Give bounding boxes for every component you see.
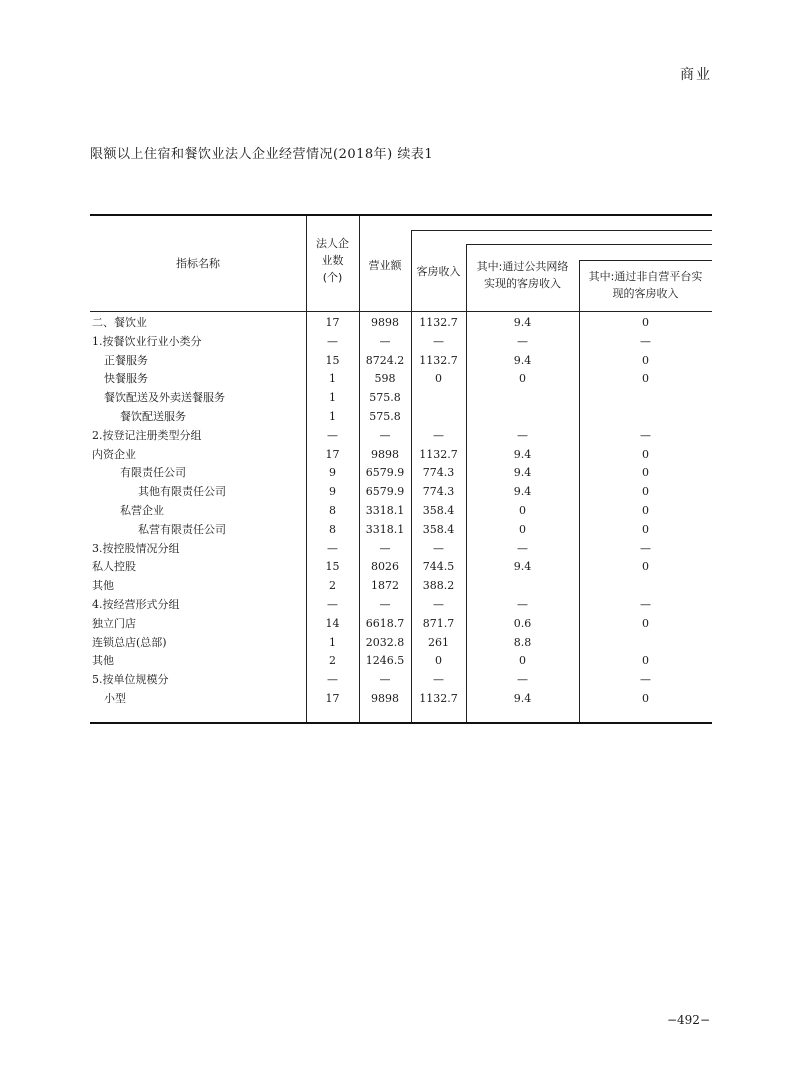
row-label: 有限责任公司 [120, 466, 186, 480]
cell-nonself: 0 [642, 522, 649, 536]
row-label: 4.按经营形式分组 [92, 598, 180, 611]
row-label: 独立门店 [92, 616, 136, 630]
row-label: 5.按单位规模分 [92, 673, 169, 687]
table-row [90, 352, 712, 371]
cell-revenue: 8724.2 [365, 353, 405, 367]
header-non-self-platform [579, 268, 712, 302]
cell-legal: 8 [329, 522, 336, 536]
table-row [90, 615, 712, 634]
cell-revenue: 6618.7 [365, 616, 405, 630]
table-row [90, 408, 712, 427]
table-row [90, 314, 712, 333]
cell-revenue: — [379, 428, 391, 442]
cell-room: 774.3 [422, 485, 455, 499]
row-label: 连锁总店(总部) [92, 635, 167, 649]
cell-nonself: 0 [642, 560, 649, 574]
header-revenue: 营业额 [368, 259, 402, 272]
cell-legal: 1 [329, 372, 336, 386]
cell-revenue: 3318.1 [365, 504, 405, 517]
table-row [90, 333, 712, 352]
header-legal-line1: 法人企 [316, 237, 349, 250]
section-header: 商业 [680, 67, 712, 83]
cell-revenue: 8026 [371, 560, 399, 574]
table-row [90, 483, 712, 502]
cell-public: — [517, 598, 528, 611]
cell-legal: — [327, 673, 338, 687]
cell-nonself: 0 [642, 485, 649, 499]
header-name: 指标名称 [176, 257, 220, 270]
header-nonself-line2: 现的客房收入 [612, 287, 679, 300]
header-rule [411, 230, 712, 231]
cell-legal: 14 [325, 616, 340, 630]
cell-public: 8.8 [513, 635, 532, 649]
cell-legal: 1 [329, 391, 336, 405]
cell-revenue: 9898 [371, 692, 399, 705]
cell-revenue: — [379, 541, 391, 555]
cell-public: 9.4 [513, 316, 532, 329]
cell-room: 261 [428, 635, 449, 649]
header-public-line2: 实现的客房收入 [484, 277, 561, 290]
table-row [90, 502, 712, 521]
cell-room: 0 [435, 654, 442, 668]
cell-revenue: 6579.9 [365, 466, 405, 480]
cell-room: — [433, 673, 444, 687]
row-label: 餐饮配送及外卖送餐服务 [104, 391, 225, 405]
cell-public: 0 [519, 372, 526, 386]
cell-revenue: 9898 [371, 447, 399, 461]
cell-revenue: 2032.8 [365, 635, 405, 649]
cell-nonself: 0 [642, 372, 649, 386]
row-label: 2.按登记注册类型分组 [92, 428, 202, 442]
cell-nonself: 0 [642, 692, 649, 705]
table-row [90, 596, 712, 615]
cell-legal: 9 [329, 466, 336, 480]
cell-room: 1132.7 [419, 316, 458, 329]
row-label: 3.按控股情况分组 [92, 541, 180, 555]
row-label: 私营有限责任公司 [138, 522, 226, 536]
row-label: 私人控股 [92, 560, 136, 574]
cell-public: — [517, 334, 528, 348]
cell-room: — [433, 598, 444, 611]
cell-public: — [517, 541, 528, 555]
table-row [90, 577, 712, 596]
cell-legal: 17 [325, 692, 340, 705]
cell-nonself: — [640, 541, 651, 555]
header-public-network [466, 258, 579, 292]
table-row [90, 690, 712, 709]
row-label: 其他 [92, 579, 114, 593]
table-row [90, 389, 712, 408]
cell-public: 9.4 [513, 560, 532, 574]
table-row [90, 427, 712, 446]
cell-room: 1132.7 [419, 692, 458, 705]
cell-public: — [517, 428, 528, 442]
cell-room: 388.2 [422, 579, 455, 593]
table-row [90, 540, 712, 559]
row-label: 餐饮配送服务 [120, 410, 186, 423]
header-bottom-rule [90, 311, 712, 312]
cell-revenue: 598 [374, 372, 396, 386]
header-legal-count [306, 235, 359, 286]
cell-revenue: 1872 [371, 579, 399, 593]
cell-nonself: 0 [642, 466, 649, 480]
cell-nonself: 0 [642, 504, 649, 517]
table-caption: 限额以上住宿和餐饮业法人企业经营情况(2018年) 续表1 [90, 147, 434, 162]
cell-room: 774.3 [422, 466, 455, 480]
cell-public: 9.4 [513, 447, 532, 461]
cell-room: 1132.7 [419, 353, 458, 367]
cell-legal: — [327, 541, 338, 555]
cell-legal: 8 [329, 504, 336, 517]
cell-revenue: 575.8 [369, 410, 401, 423]
row-label: 1.按餐饮业行业小类分 [92, 334, 202, 348]
cell-nonself: — [640, 673, 651, 687]
cell-room: — [433, 541, 444, 555]
table-row [90, 464, 712, 483]
cell-public: 9.4 [513, 692, 532, 705]
row-label: 内资企业 [92, 447, 136, 461]
table-row [90, 521, 712, 540]
cell-nonself: — [640, 334, 651, 348]
header-nonself-line1: 其中:通过非自营平台实 [588, 270, 703, 283]
cell-room: 744.5 [422, 560, 455, 574]
cell-room: 1132.7 [419, 447, 458, 461]
row-label: 其他 [92, 654, 114, 668]
header-room: 客房收入 [416, 265, 461, 278]
header-rule [466, 244, 712, 245]
table-row [90, 671, 712, 690]
cell-legal: 15 [325, 353, 340, 367]
cell-legal: 17 [325, 447, 340, 461]
row-label: 二、餐饮业 [92, 316, 147, 329]
cell-legal: — [327, 428, 338, 442]
cell-legal: — [327, 334, 338, 348]
page-number: −492− [666, 1013, 710, 1027]
cell-revenue: 6579.9 [365, 485, 405, 499]
cell-room: 0 [435, 372, 442, 386]
cell-room: — [433, 428, 444, 442]
table-row [90, 370, 712, 389]
cell-revenue: 575.8 [369, 391, 401, 405]
cell-public: 0 [519, 504, 526, 517]
cell-public: 9.4 [513, 353, 532, 367]
cell-nonself: 0 [642, 616, 649, 630]
cell-nonself: 0 [642, 316, 649, 329]
cell-nonself: — [640, 428, 651, 442]
cell-legal: 2 [329, 654, 336, 668]
cell-legal: — [327, 598, 338, 611]
cell-revenue: — [379, 598, 391, 611]
cell-public: 0.6 [513, 616, 532, 630]
cell-public: — [517, 673, 528, 687]
cell-revenue: 1246.5 [365, 654, 405, 668]
table-top-rule [90, 214, 712, 216]
table-row [90, 446, 712, 465]
cell-public: 0 [519, 522, 526, 536]
table-row [90, 558, 712, 577]
cell-legal: 17 [325, 316, 340, 329]
cell-room: 358.4 [422, 504, 455, 517]
cell-room: 871.7 [422, 616, 455, 630]
cell-nonself: — [640, 598, 651, 611]
cell-legal: 1 [329, 635, 336, 649]
cell-nonself: 0 [642, 447, 649, 461]
cell-nonself: 0 [642, 654, 649, 668]
cell-public: 0 [519, 654, 526, 668]
cell-legal: 1 [329, 410, 336, 423]
row-label: 快餐服务 [104, 372, 148, 386]
table-bottom-rule [90, 722, 712, 724]
cell-legal: 15 [325, 560, 340, 574]
row-label: 其他有限责任公司 [138, 485, 226, 499]
cell-legal: 9 [329, 485, 336, 499]
header-rule [579, 260, 712, 261]
table-row [90, 652, 712, 671]
cell-revenue: 3318.1 [365, 522, 405, 536]
header-public-line1: 其中:通过公共网络 [476, 260, 569, 273]
cell-revenue: — [379, 334, 391, 348]
header-legal-line2: 业数 [321, 254, 344, 267]
cell-public: 9.4 [513, 466, 532, 480]
cell-public: 9.4 [513, 485, 532, 499]
row-label: 正餐服务 [104, 353, 148, 367]
cell-room: — [433, 334, 444, 348]
cell-revenue: — [379, 673, 391, 687]
header-legal-line3: (个) [322, 271, 343, 284]
cell-nonself: 0 [642, 353, 649, 367]
cell-legal: 2 [329, 579, 336, 593]
row-label: 小型 [104, 692, 126, 705]
cell-revenue: 9898 [371, 316, 399, 329]
cell-room: 358.4 [422, 522, 455, 536]
table-row [90, 634, 712, 653]
row-label: 私营企业 [120, 504, 164, 517]
